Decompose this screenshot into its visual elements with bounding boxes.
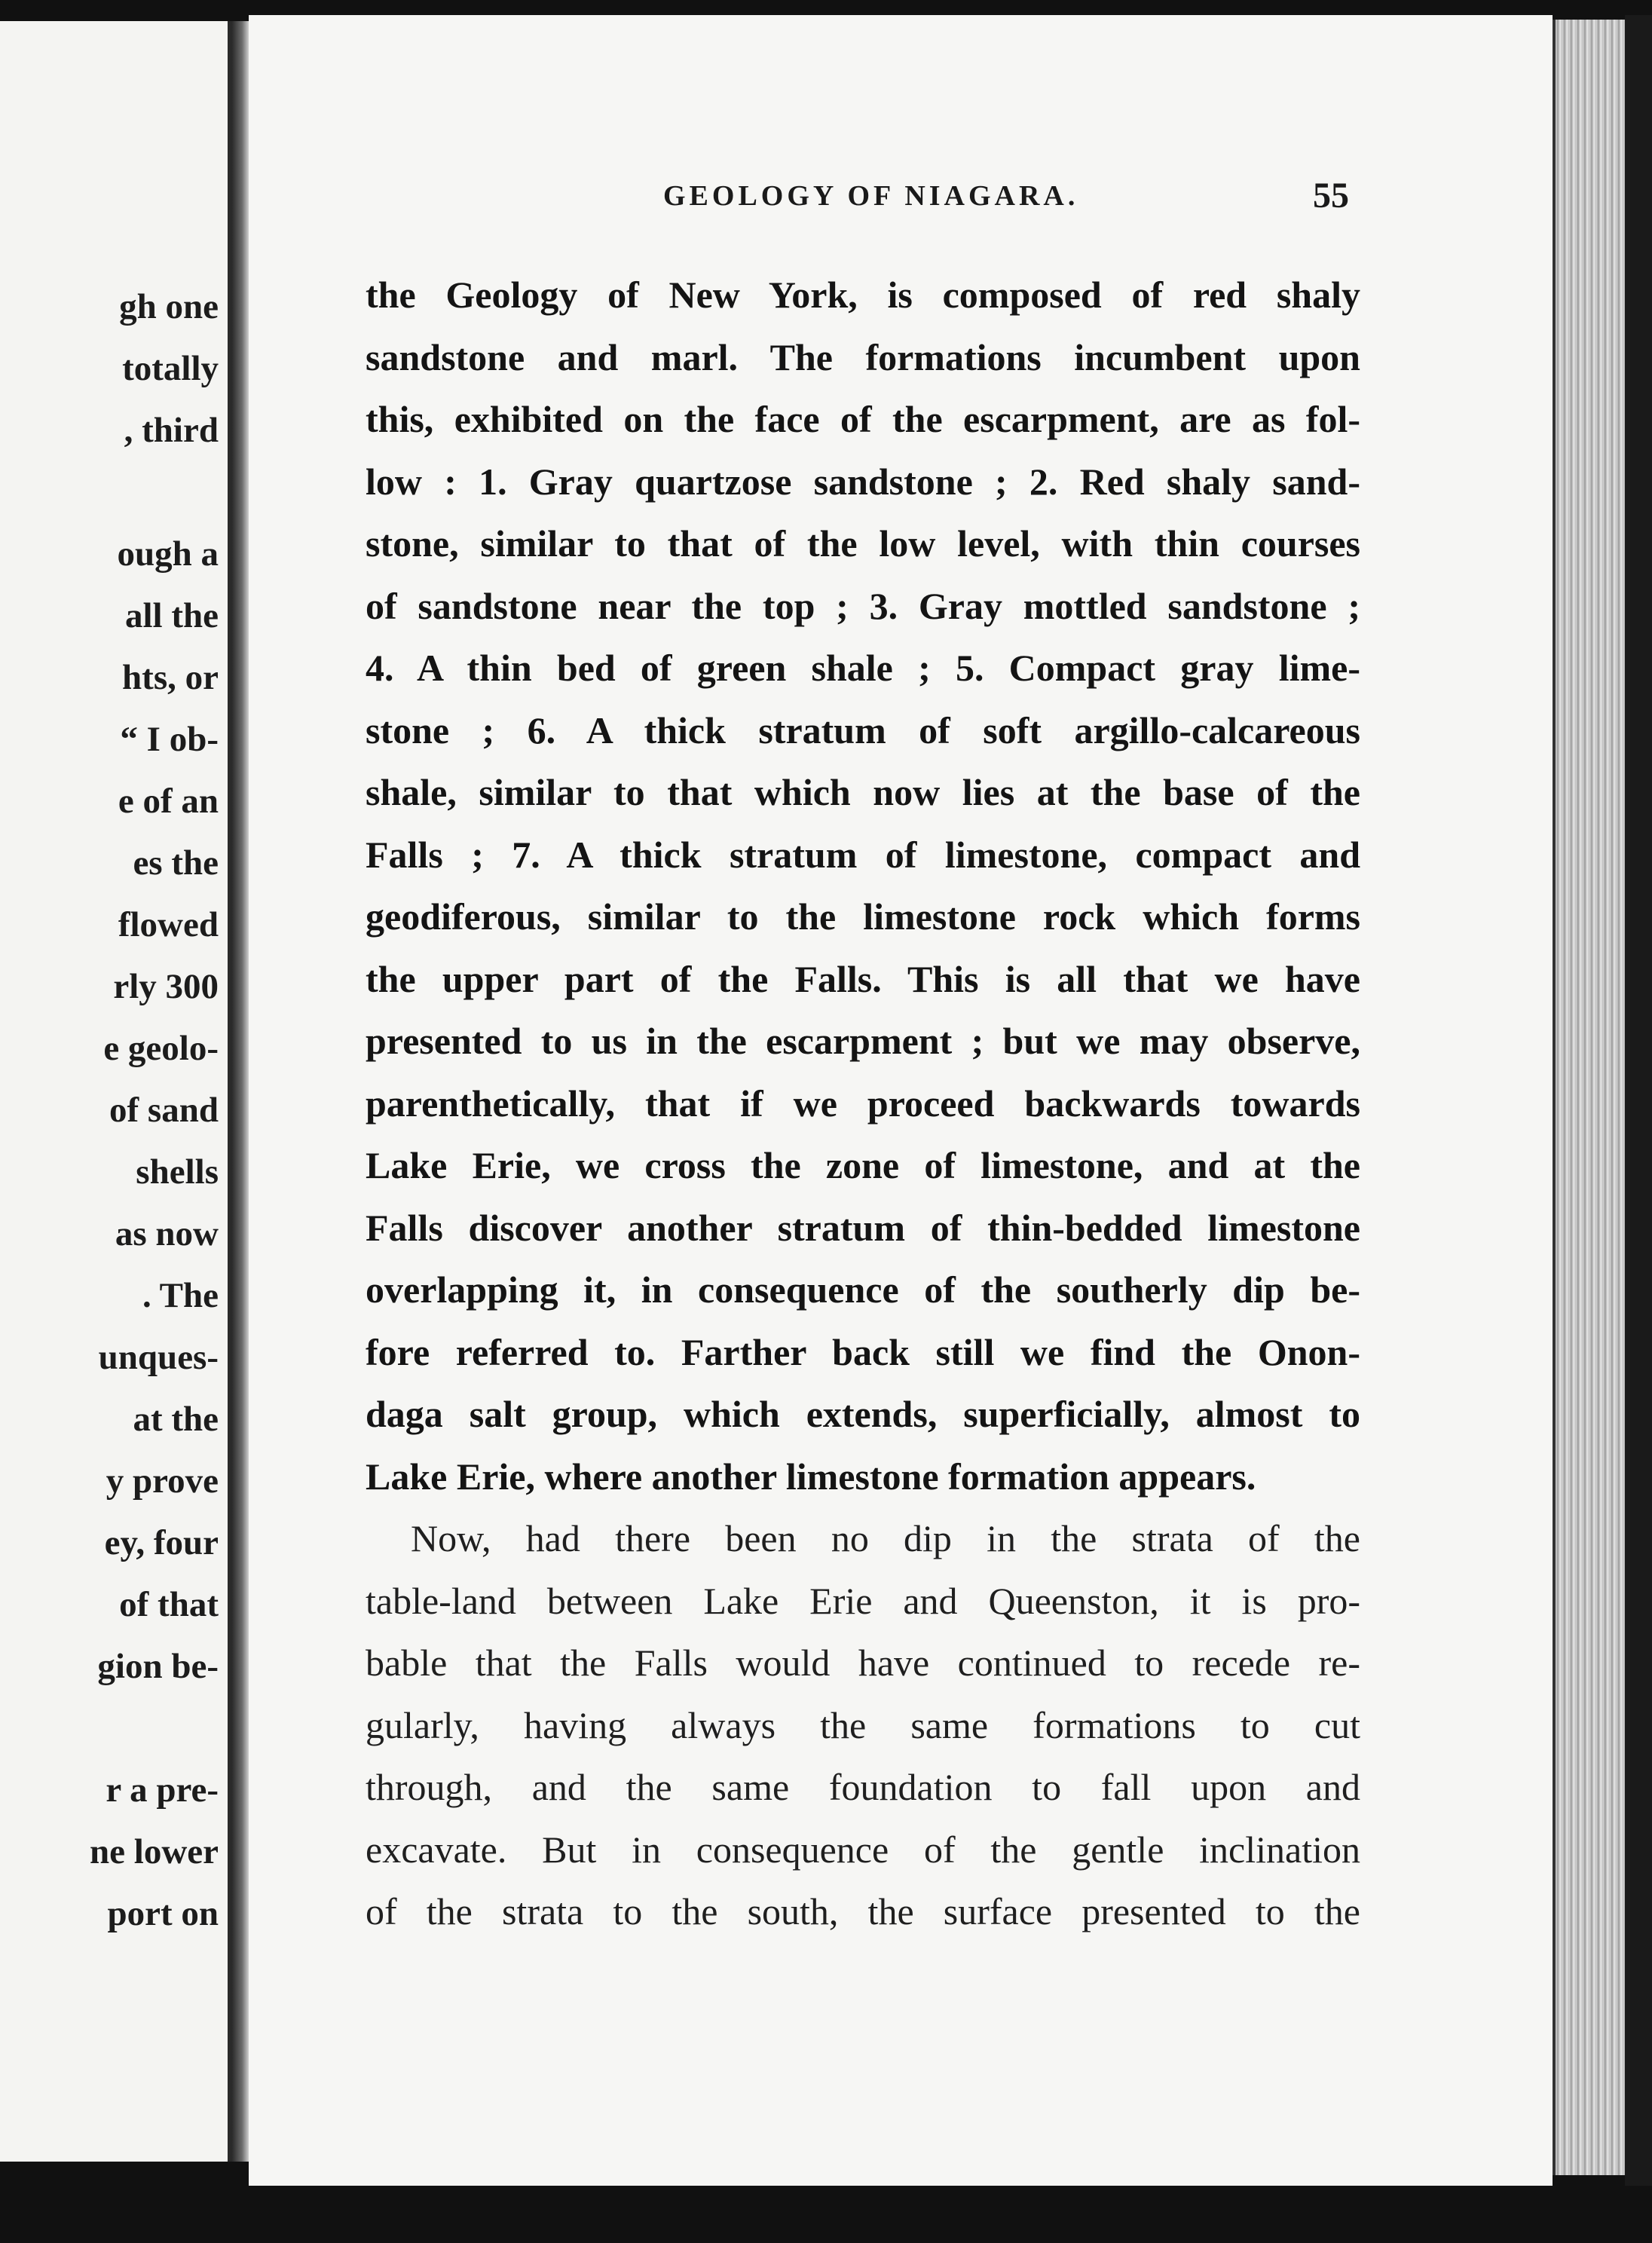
text-line: bable that the Falls would have continued to recede re- — [366, 1642, 1360, 1684]
text-line: Falls discover another stratum of thin-bedded limestone — [366, 1206, 1360, 1249]
page-body — [366, 264, 1360, 1943]
text-line: sandstone and marl. The formations incumbent upon — [366, 335, 1360, 378]
text-line: Lake Erie, where another limestone formation appears. — [366, 1455, 1256, 1498]
text-line: excavate. But in consequence of the gentle inclination — [366, 1828, 1360, 1871]
text-line: Falls ; 7. A thick stratum of limestone, compact and — [366, 833, 1360, 876]
left-page-line: e geolo- — [103, 1029, 219, 1068]
text-line: Lake Erie, we cross the zone of limestone, and at the — [366, 1144, 1360, 1186]
left-page-line: at the — [133, 1400, 219, 1439]
left-page-line: e of an — [118, 782, 219, 821]
text-line: overlapping it, in consequence of the southerly dip be- — [366, 1268, 1360, 1311]
text-line: the Geology of New York, is composed of red shaly — [366, 274, 1360, 316]
running-title: GEOLOGY OF NIAGARA. — [663, 180, 1079, 212]
text-line: fore referred to. Farther back still we find the Onon- — [366, 1330, 1360, 1373]
text-line: daga salt group, which extends, superficially, almost to — [366, 1393, 1360, 1435]
text-line: low : 1. Gray quartzose sandstone ; 2. Red shaly sand- — [366, 460, 1360, 503]
left-page-line — [0, 1697, 219, 1759]
text-line: 4. A thin bed of green shale ; 5. Compact gray lime- — [366, 647, 1360, 689]
page-edges — [1553, 20, 1628, 2175]
left-page-line: y prove — [106, 1461, 219, 1501]
left-page-line: all the — [124, 596, 219, 635]
text-line: the upper part of the Falls. This is all that we have — [366, 957, 1360, 1000]
left-page-line: of sand — [109, 1091, 219, 1130]
text-line: geodiferous, similar to the limestone rock which forms — [366, 895, 1360, 938]
left-page-line: ne lower — [90, 1832, 219, 1871]
left-page-line — [0, 461, 219, 523]
left-page-line: ey, four — [104, 1523, 219, 1562]
page-number: 55 — [1313, 176, 1349, 216]
text-line: of the strata to the south, the surface presented to the — [366, 1890, 1360, 1932]
text-line: table-land between Lake Erie and Queenston, it is pro- — [366, 1579, 1360, 1622]
left-page-line: port on — [107, 1894, 219, 1933]
running-head — [407, 176, 1349, 225]
paragraph-2 — [366, 1507, 1360, 1943]
paragraph-1 — [366, 264, 1360, 1507]
text-line: this, exhibited on the face of the escarpment, are as fol- — [366, 398, 1360, 440]
book-gutter — [232, 21, 249, 2162]
text-line: through, and the same foundation to fall upon and — [366, 1766, 1360, 1808]
left-page-line: r a pre- — [106, 1770, 219, 1810]
left-page-line: rly 300 — [113, 967, 219, 1006]
text-line: of sandstone near the top ; 3. Gray mottled sandstone ; — [366, 584, 1360, 627]
left-page-line: shells — [136, 1152, 219, 1192]
text-line: stone, similar to that of the low level, with thin courses — [366, 522, 1360, 565]
left-page-line: gion be- — [97, 1647, 219, 1686]
left-page-line: . The — [142, 1276, 219, 1315]
left-page-line: es the — [133, 843, 219, 883]
text-line: parenthetically, that if we proceed backwards towards — [366, 1082, 1360, 1125]
text-line: Now, had there been no dip in the strata of the — [411, 1517, 1360, 1559]
left-facing-page — [0, 21, 232, 2162]
left-page-line: flowed — [118, 905, 219, 944]
text-line: stone ; 6. A thick stratum of soft argillo-calcareous — [366, 708, 1360, 751]
text-line: gularly, having always the same formations to cut — [366, 1703, 1360, 1746]
page-edge-shadow — [1625, 15, 1652, 2186]
left-page-line: of that — [119, 1585, 219, 1624]
left-page-line: “ I ob- — [120, 720, 219, 759]
left-page-line: , third — [124, 411, 219, 450]
left-page-line: gh one — [119, 287, 219, 326]
left-page-line: hts, or — [122, 658, 219, 697]
left-page-line: as now — [115, 1214, 219, 1253]
left-page-line: ough a — [117, 534, 219, 574]
text-line: shale, similar to that which now lies at the base of the — [366, 771, 1360, 813]
left-page-text — [0, 276, 219, 1945]
left-page-line: totally — [122, 349, 219, 388]
left-page-line: unques- — [98, 1338, 219, 1377]
text-line: presented to us in the escarpment ; but we may observe, — [366, 1020, 1360, 1062]
